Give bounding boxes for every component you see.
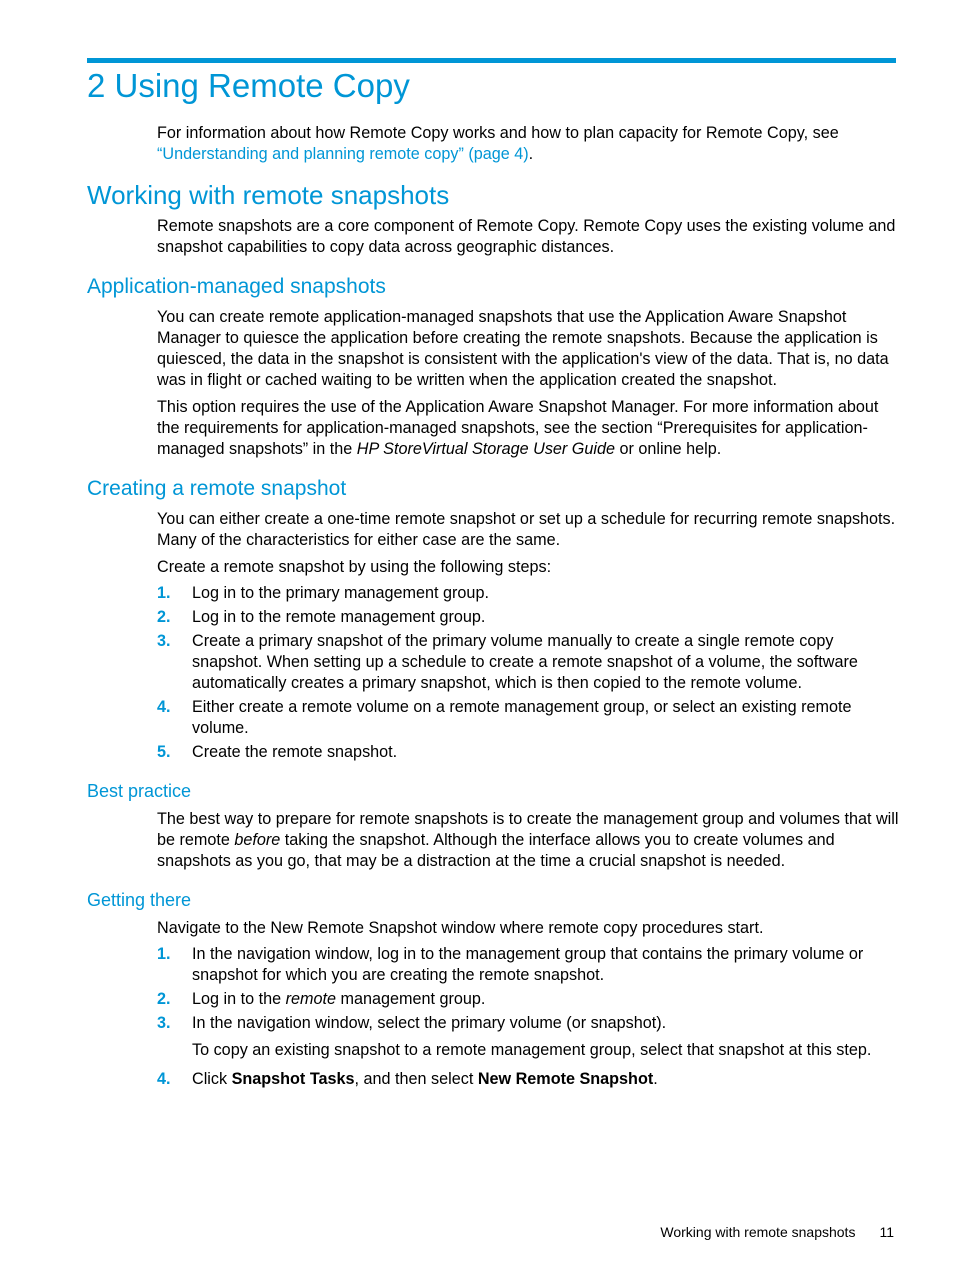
section-heading-working: Working with remote snapshots: [87, 180, 450, 210]
section-heading-best: Best practice: [87, 781, 192, 801]
intro-end: .: [528, 145, 534, 163]
step-emphasis: remote: [285, 990, 336, 1008]
chapter-rule: [87, 58, 896, 63]
step-note: To copy an existing snapshot to a remote management group, select that snapshot at this step.: [192, 1041, 872, 1059]
snapshot-tasks-label: Snapshot Tasks: [231, 1070, 355, 1088]
step-number: 2.: [157, 608, 171, 626]
step-text: [192, 1069, 899, 1090]
best-text: The best way to prepare for remote snapshots is to create the management group and volumes that will be remote: [157, 810, 899, 849]
step-text: [192, 989, 899, 1010]
page-footer: [660, 1222, 894, 1242]
step-text: In the navigation window, select the primary volume (or snapshot).: [192, 1014, 667, 1032]
best-text-end: taking the snapshot. Although the interface allows you to create volumes and snapshots as you go, that may be a distraction at the time a crucial snapshot is needed.: [157, 831, 835, 870]
step-number: 4.: [157, 698, 171, 716]
getting-paragraph: Navigate to the New Remote Snapshot window where remote copy procedures start.: [157, 919, 764, 937]
section-heading-creating: Creating a remote snapshot: [87, 477, 347, 500]
step-text-end: management group.: [336, 990, 486, 1008]
section-heading-getting: Getting there: [87, 890, 192, 910]
creating-paragraph-2: Create a remote snapshot by using the following steps:: [157, 558, 552, 576]
step-number: 1.: [157, 945, 171, 963]
step-text: Log in to the remote management group.: [192, 608, 486, 626]
section-heading-appmanaged: Application-managed snapshots: [87, 275, 386, 298]
appmanaged-p2-text: This option requires the use of the Application Aware Snapshot Manager. For more information about the requirements for application-managed snapshots, see the section “Prerequisites for application-managed snapshots” in the: [157, 398, 879, 458]
step-text-start: Click: [192, 1070, 232, 1088]
step-number: 2.: [157, 990, 171, 1008]
appmanaged-paragraph-1: You can create remote application-managed snapshots that use the Application Aware Snapshot Manager to quiesce the application before creating the remote snapshots. Because the application is quiesced, the data in the snapshot is consistent with the application's view of the data. That is, no data was in flight or cached waiting to be written when the application created the snapshot.: [157, 308, 889, 389]
step-text: Create the remote snapshot.: [192, 743, 398, 761]
best-emphasis: before: [234, 831, 281, 849]
step-text: Either create a remote volume on a remote management group, or select an existing remote volume.: [192, 698, 852, 737]
appmanaged-paragraph-2: [157, 397, 899, 460]
intro-paragraph: [157, 123, 899, 165]
step-number: 1.: [157, 584, 171, 602]
step-text-start: Log in to the: [192, 990, 286, 1008]
creating-paragraph-1: You can either create a one-time remote snapshot or set up a schedule for recurring remote snapshots. Many of the characteristics for either case are the same.: [157, 510, 896, 549]
step-text: In the navigation window, log in to the management group that contains the primary volume or snapshot for which you are creating the remote snapshot.: [192, 945, 864, 984]
step-text: Create a primary snapshot of the primary volume manually to create a single remote copy snapshot. When setting up a schedule to create a remote snapshot of a volume, the software automatically creates a primary snapshot, which is then copied to the remote volume.: [192, 632, 858, 692]
appmanaged-p2-end: or online help.: [615, 440, 722, 458]
step-number: 4.: [157, 1070, 171, 1088]
step-number: 3.: [157, 632, 171, 650]
footer-section: Working with remote snapshots: [660, 1224, 856, 1240]
user-guide-title: HP StoreVirtual Storage User Guide: [356, 440, 616, 458]
step-number: 3.: [157, 1014, 171, 1032]
working-paragraph: Remote snapshots are a core component of Remote Copy. Remote Copy uses the existing volume and snapshot capabilities to copy data across geographic distances.: [157, 217, 896, 256]
step-number: 5.: [157, 743, 171, 761]
step-text: Log in to the primary management group.: [192, 584, 489, 602]
new-remote-snapshot-label: New Remote Snapshot: [477, 1070, 654, 1088]
chapter-title: 2 Using Remote Copy: [87, 67, 410, 104]
intro-link[interactable]: “Understanding and planning remote copy” (page 4): [157, 145, 529, 163]
step-text-mid: , and then select: [354, 1070, 478, 1088]
best-paragraph: [157, 809, 899, 872]
step-text-end: .: [653, 1070, 658, 1088]
intro-text: For information about how Remote Copy works and how to plan capacity for Remote Copy, see: [157, 124, 839, 142]
page-number: 11: [879, 1224, 894, 1240]
